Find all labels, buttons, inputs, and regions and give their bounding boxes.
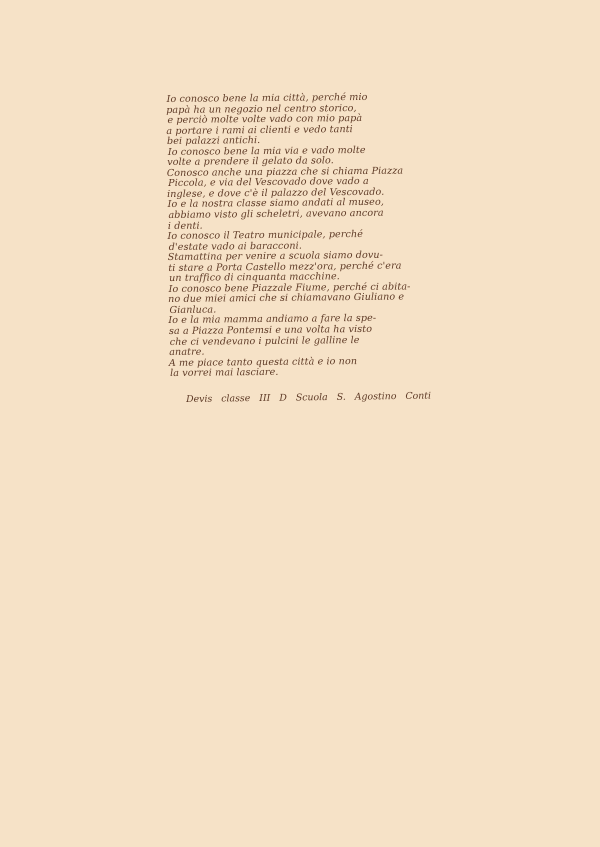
- text-line: bei palazzi antichi.: [166, 135, 261, 148]
- text-line: Io e la nostra classe siamo andati al museo,: [167, 197, 385, 211]
- text-line: abbiamo visto gli scheletri, avevano ancora: [168, 207, 384, 221]
- text-line: un traffico di cinquanta macchine.: [169, 271, 340, 285]
- text-line: papà ha un negozio nel centro storico,: [166, 102, 357, 116]
- text-line: Stamattina per venire a scuola siamo dovu-: [167, 249, 384, 264]
- text-line: no due miei amici che si chiamavano Giuliano e: [168, 291, 405, 306]
- handwritten-text: [166, 92, 431, 379]
- text-line: i denti.: [167, 220, 203, 232]
- text-line: la vorrei mai lasciare.: [170, 367, 279, 380]
- text-line: Io conosco bene la mia via e vado molte: [167, 144, 366, 158]
- text-line: a portare i rami ai clienti e vedo tanti: [166, 123, 353, 137]
- signature-line: Devis classe III D Scuola S. Agostino Conti: [186, 390, 432, 405]
- text-line: Piccola, e via del Vescovado dove vado a: [168, 176, 369, 190]
- text-line: Io conosco il Teatro municipale, perché: [167, 229, 364, 243]
- text-line: Io conosco bene la mia città, perché mio: [166, 91, 368, 105]
- text-line: Conosco anche una piazza che si chiama Piazza: [166, 165, 404, 179]
- text-line: volte a prendere il gelato da solo.: [167, 155, 334, 169]
- text-line: A me piace tanto questa città e io non: [168, 355, 358, 369]
- text-line: e perciò molte volte vado con mio papà: [167, 113, 363, 127]
- text-line: Io e la mia mamma andiamo a fare la spe-: [168, 313, 377, 327]
- text-line: d'estate vado ai baracconi.: [168, 240, 303, 253]
- text-line: anatre.: [169, 346, 205, 359]
- text-line: inglese, e dove c'è il palazzo del Vescovado.: [166, 186, 385, 200]
- text-line: Gianluca.: [169, 304, 217, 316]
- text-line: Io conosco bene Piazzale Fiume, perché ci abita-: [168, 281, 411, 295]
- text-line: che ci vendevano i pulcini le galline le: [169, 334, 360, 348]
- text-line: ti stare a Porta Castello mezz'ora, perché c'era: [168, 260, 402, 274]
- text-line: sa a Piazza Pontemsi e una volta ha visto: [168, 323, 373, 338]
